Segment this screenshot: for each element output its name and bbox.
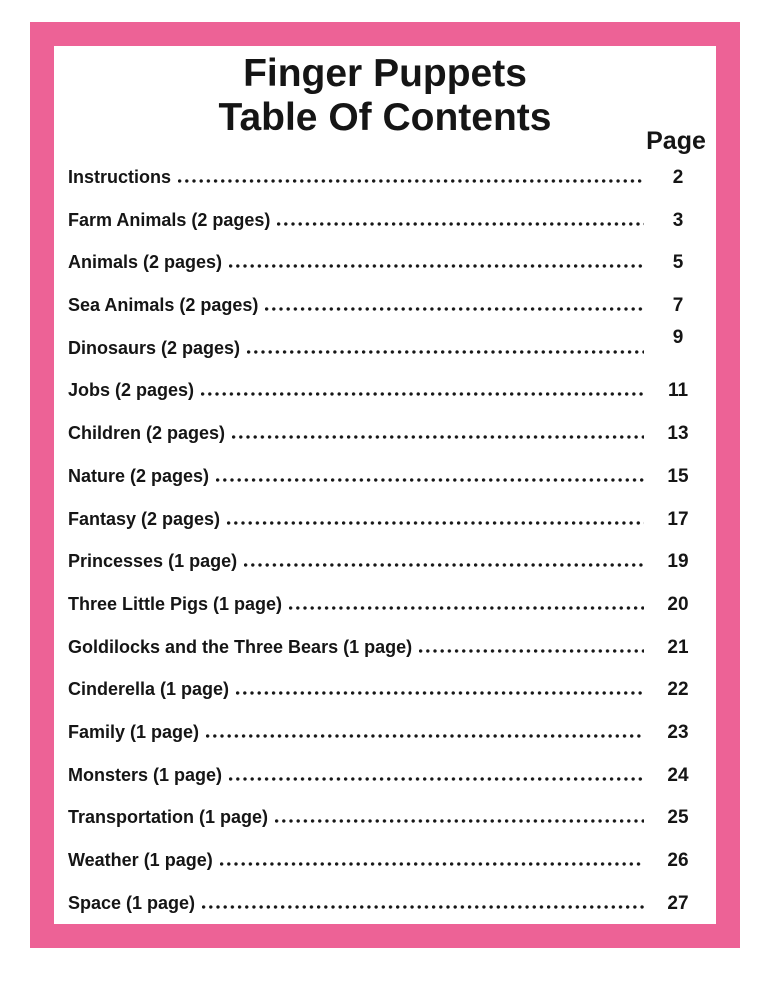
- toc-entry-label: Children (2 pages): [68, 423, 226, 444]
- dot-leader: [277, 222, 644, 226]
- toc-entry-page: 25: [667, 807, 689, 829]
- toc-row: [68, 241, 704, 284]
- toc-entry-label: Animals (2 pages): [68, 252, 223, 273]
- toc-entry-page: 22: [667, 679, 689, 701]
- toc-row: [68, 540, 704, 583]
- toc-entry-page: 19: [667, 551, 689, 573]
- dot-leader: [289, 606, 644, 610]
- page-column-header: Page: [646, 127, 706, 155]
- toc-row: [68, 711, 704, 754]
- toc-entry-page: 7: [672, 295, 684, 317]
- toc-entry-page: 17: [667, 508, 689, 530]
- toc-row: [68, 199, 704, 242]
- dot-leader: [216, 478, 644, 482]
- dot-leader: [232, 435, 644, 439]
- toc-entry-label: Fantasy (2 pages): [68, 508, 221, 529]
- dot-leader: [220, 862, 644, 866]
- toc-entry-page: 2: [672, 167, 684, 188]
- toc-entry-label: Three Little Pigs (1 page): [68, 593, 283, 614]
- dot-leader: [202, 905, 644, 909]
- toc-entry-label: Princesses (1 page): [68, 551, 238, 572]
- toc-entry-page: 13: [667, 423, 689, 445]
- toc-row: [68, 498, 704, 541]
- dot-leader: [178, 179, 644, 183]
- toc-entry-label: Dinosaurs (2 pages): [68, 337, 241, 358]
- dot-leader: [229, 777, 644, 781]
- toc-row: [68, 156, 704, 199]
- toc-entry-page: 11: [667, 380, 689, 402]
- toc-entry-page: 21: [667, 636, 689, 658]
- dot-leader: [265, 307, 644, 311]
- toc-entry-page: 24: [667, 764, 689, 786]
- toc-entry-page: 15: [667, 465, 689, 487]
- toc-entry-label: Space (1 page): [68, 892, 196, 913]
- dot-leader: [419, 649, 644, 653]
- toc-entry-label: Cinderella (1 page): [68, 679, 230, 700]
- toc-row: [68, 839, 704, 882]
- toc-row: [68, 754, 704, 797]
- toc-entry-label: Monsters (1 page): [68, 764, 223, 785]
- dot-leader: [201, 392, 644, 396]
- dot-leader: [244, 563, 644, 567]
- toc-row: [68, 796, 704, 839]
- toc-entry-page: 26: [667, 850, 689, 871]
- toc-row: [68, 369, 704, 412]
- toc-entry-page: 23: [667, 721, 689, 743]
- pink-border-frame: [30, 22, 740, 948]
- toc-entry-page: 27: [667, 892, 689, 914]
- toc-row: [68, 327, 704, 370]
- toc-entry-page: 20: [667, 593, 689, 615]
- toc-entry-label: Farm Animals (2 pages): [68, 209, 271, 230]
- dot-leader: [236, 691, 644, 695]
- toc-entry-label: Nature (2 pages): [68, 465, 210, 486]
- toc-entry-page: 5: [672, 252, 684, 274]
- toc-list: [54, 156, 716, 924]
- dot-leader: [229, 264, 644, 268]
- toc-row: [68, 583, 704, 626]
- toc-row: [68, 455, 704, 498]
- toc-row: [68, 882, 704, 925]
- toc-entry-label: Jobs (2 pages): [68, 380, 195, 401]
- toc-entry-page: 9: [672, 326, 684, 348]
- toc-row: [68, 412, 704, 455]
- toc-row: [68, 284, 704, 327]
- dot-leader: [227, 521, 644, 525]
- toc-entry-label: Weather (1 page): [68, 850, 213, 870]
- dot-leader: [247, 350, 644, 354]
- toc-entry-label: Goldilocks and the Three Bears (1 page): [68, 636, 413, 657]
- toc-entry-label: Family (1 page): [68, 721, 200, 742]
- toc-row: [68, 668, 704, 711]
- document-title-line-2: Table Of Contents: [218, 96, 552, 139]
- toc-row: [68, 626, 704, 669]
- toc-entry-label: Instructions: [68, 167, 172, 187]
- document-title-line-1: Finger Puppets: [243, 52, 527, 95]
- toc-content: [54, 52, 716, 930]
- toc-entry-page: 3: [672, 209, 684, 231]
- toc-entry-label: Sea Animals (2 pages): [68, 295, 259, 316]
- dot-leader: [206, 734, 644, 738]
- toc-entry-label: Transportation (1 page): [68, 807, 269, 828]
- dot-leader: [275, 819, 644, 823]
